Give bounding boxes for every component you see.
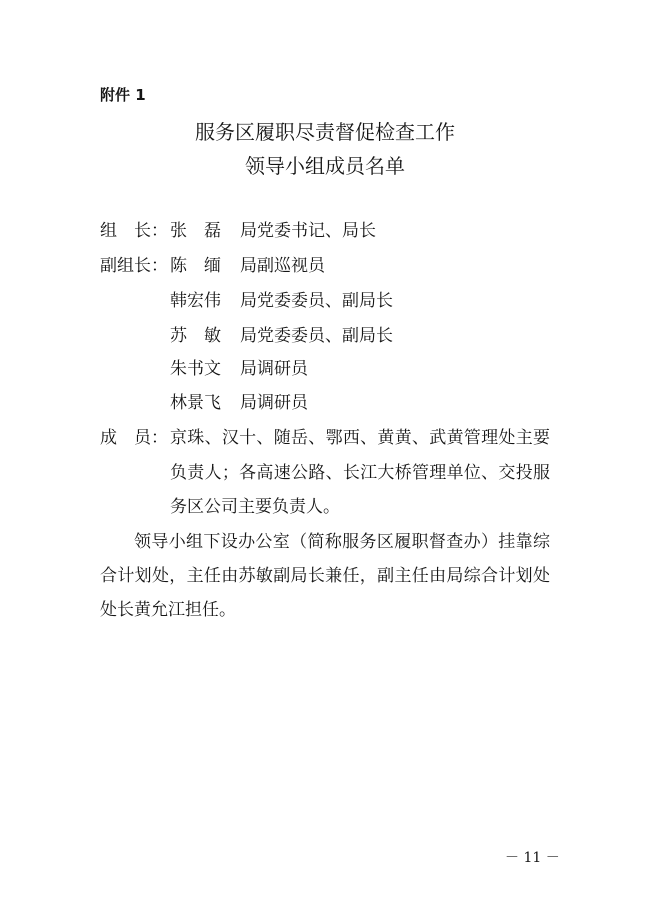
- document-title-line-1: 服务区履职尽责督促检查工作: [195, 120, 455, 144]
- members-group-line: [100, 496, 552, 518]
- role-label-deputy-leader: 副组长：: [100, 256, 168, 276]
- member-row: [100, 290, 552, 312]
- role-label-members: 成 员：: [100, 428, 168, 448]
- attachment-label: 附件 1: [100, 86, 146, 104]
- paragraph-text: 处长黄允江担任。: [100, 600, 236, 620]
- member-position: 局党委委员、副局长: [240, 291, 393, 311]
- paragraph-line: [100, 531, 552, 553]
- paragraph-text: 合计划处，主任由苏敏副局长兼任，副主任由局综合计划处: [100, 566, 550, 586]
- document-title-line-2: 领导小组成员名单: [245, 154, 405, 178]
- page-number: － 11 －: [505, 850, 560, 866]
- member-name: 陈 缅: [170, 256, 221, 276]
- member-position: 局副巡视员: [240, 256, 325, 276]
- paragraph-line: [100, 565, 552, 587]
- member-position: 局党委委员、副局长: [240, 326, 393, 346]
- member-name: 林景飞: [170, 393, 221, 413]
- member-name: 韩宏伟: [170, 291, 221, 311]
- member-name: 苏 敏: [170, 326, 221, 346]
- members-group-text: 负责人；各高速公路、长江大桥管理单位、交投服: [170, 463, 550, 483]
- member-row: [100, 325, 552, 347]
- member-position: 局调研员: [240, 359, 308, 379]
- member-row: [100, 392, 552, 414]
- member-name: 张 磊: [170, 221, 221, 241]
- member-row: [100, 220, 552, 242]
- member-position: 局调研员: [240, 393, 308, 413]
- member-name: 朱书文: [170, 359, 221, 379]
- members-group-line: [100, 427, 552, 449]
- member-row: [100, 358, 552, 380]
- members-group-line: [100, 462, 552, 484]
- members-group-text: 京珠、汉十、随岳、鄂西、黄黄、武黄管理处主要: [170, 428, 550, 448]
- role-label-leader: 组 长：: [100, 221, 168, 241]
- paragraph-line: [100, 599, 552, 621]
- paragraph-text: 领导小组下设办公室（简称服务区履职督查办）挂靠综: [134, 532, 550, 552]
- member-row: [100, 255, 552, 277]
- member-position: 局党委书记、局长: [240, 221, 376, 241]
- members-group-text: 务区公司主要负责人。: [170, 497, 340, 517]
